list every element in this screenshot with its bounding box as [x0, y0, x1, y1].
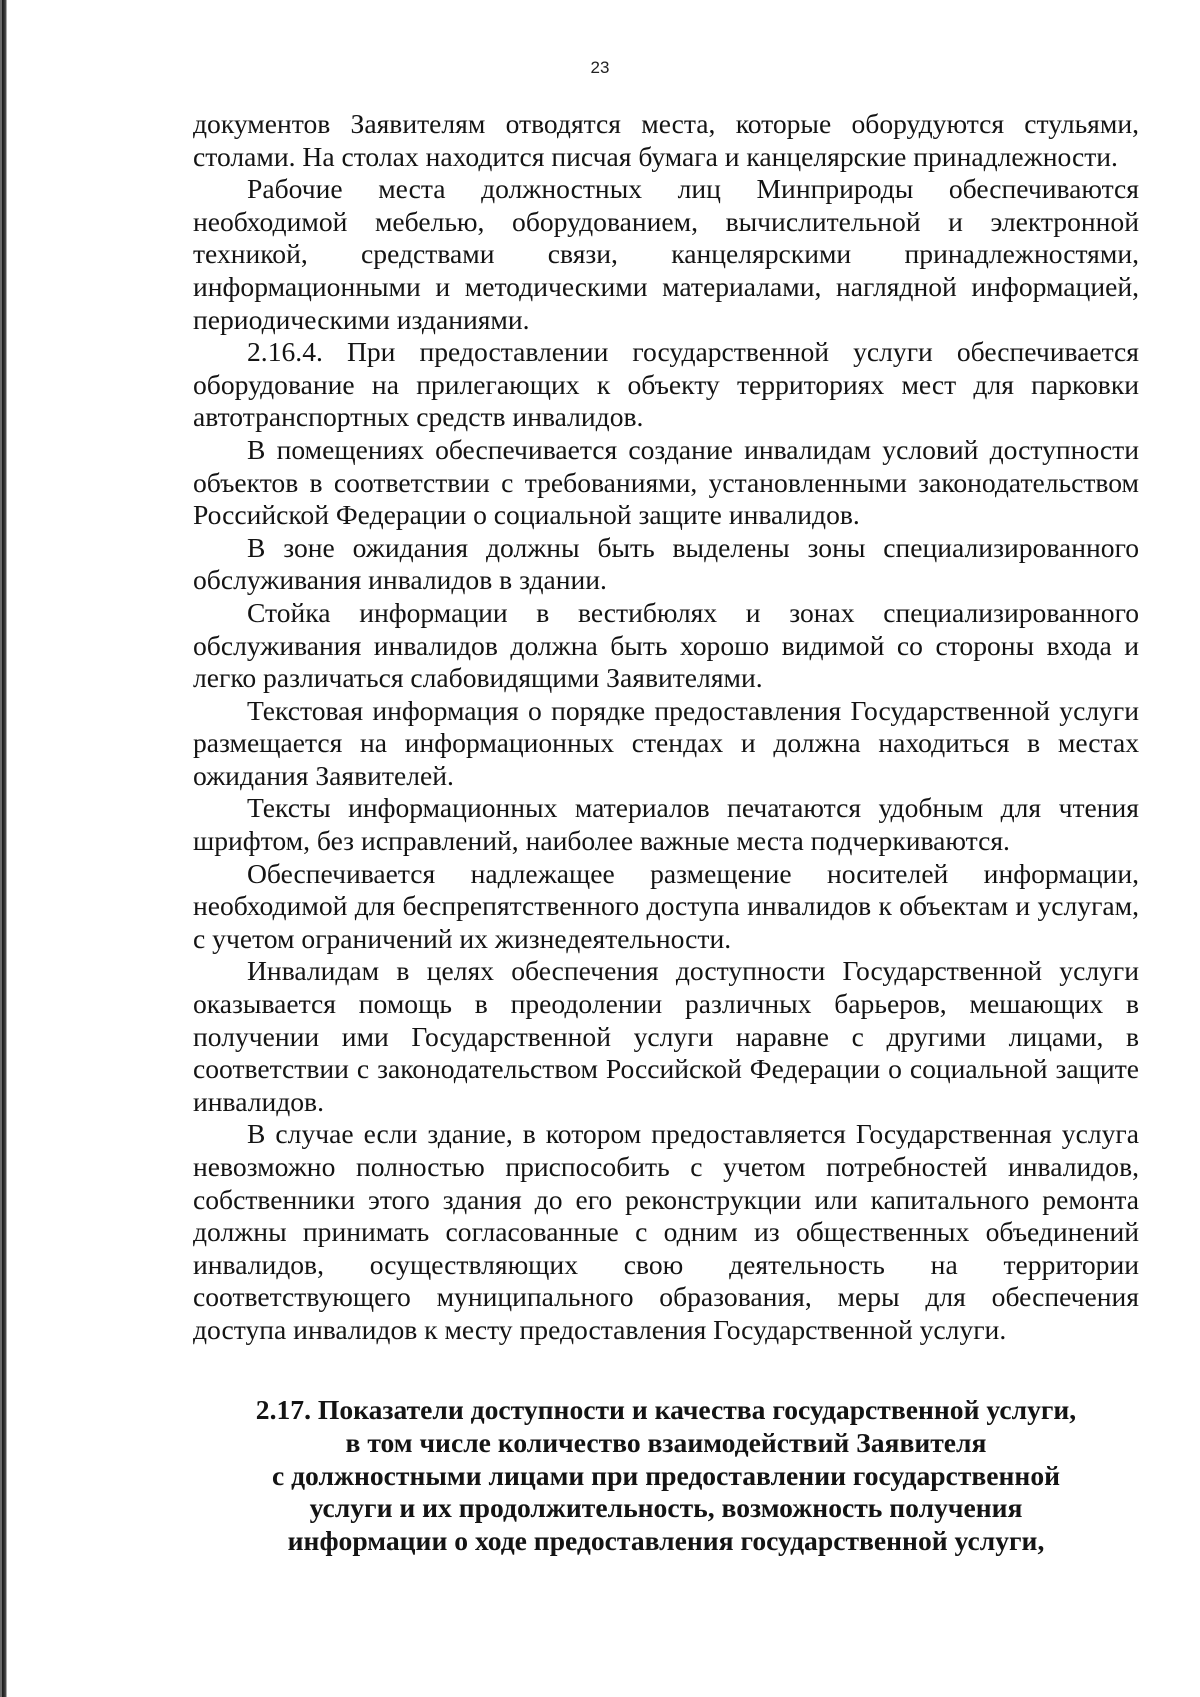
paragraph-workplaces: Рабочие места должностных лиц Минприроды обеспечиваются необходимой мебелью, оборудованием, вычислительной и электронной техникой, средствами связи, канцелярскими принадлежностями, информационными и методическими материалами, наглядной информацией, периодическими изданиями.: [193, 173, 1139, 335]
paragraph-info-materials: Тексты информационных материалов печатаются удобным для чтения шрифтом, без исправлений, наиболее важные места подчеркиваются.: [193, 792, 1139, 857]
paragraph-parking: 2.16.4. При предоставлении государственной услуги обеспечивается оборудование на прилегающих к объекту территориях мест для парковки автотранспортных средств инвалидов.: [193, 336, 1139, 433]
paragraph-continuation: документов Заявителям отводятся места, которые оборудуются стульями, столами. На столах находится писчая бумага и канцелярские принадлежности.: [193, 108, 1139, 172]
paragraph-info-carriers: Обеспечивается надлежащее размещение носителей информации, необходимой для беспрепятственного доступа инвалидов к объектам и услугам, с учетом ограничений их жизнедеятельности.: [193, 857, 1139, 954]
scan-binding-edge: [2, 0, 7, 1697]
paragraph-building-adaptation: В случае если здание, в котором предоставляется Государственная услуга невозможно полностью приспособить с учетом потребностей инвалидов, собственники этого здания до его реконструкции или капитального ремонта должны принимать согласованные с одним из общественных объединений инвалидов, осуществляющих свою деятельность на территории соответствующего муниципального образования, меры для обеспечения доступа инвалидов к месту предоставления Государственной услуги.: [193, 1118, 1139, 1345]
paragraph-info-desk: Стойка информации в вестибюлях и зонах специализированного обслуживания инвалидов должна быть хорошо видимой со стороны входа и легко различаться слабовидящими Заявителями.: [193, 596, 1139, 694]
page-number: 23: [590, 58, 610, 77]
paragraph-waiting-zone: В зоне ожидания должны быть выделены зоны специализированного обслуживания инвалидов в здании.: [193, 531, 1139, 596]
section-heading: [193, 1394, 1139, 1558]
document-body: [193, 108, 1139, 1347]
paragraph-accessibility-conditions: В помещениях обеспечивается создание инвалидам условий доступности объектов в соответствии с требованиями, установленными законодательством Российской Федерации о социальной защите инвалидов.: [193, 433, 1139, 531]
paragraph-barrier-assistance: Инвалидам в целях обеспечения доступности Государственной услуги оказывается помощь в преодолении различных барьеров, мешающих в получении ими Государственной услуги наравне с другими лицами, в соответствии с законодательством Российской Федерации о социальной защите инвалидов.: [193, 955, 1139, 1117]
section-heading-line: с должностными лицами при предоставлении государственной: [271, 1459, 1061, 1491]
paragraph-text-information: Текстовая информация о порядке предоставления Государственной услуги размещается на информационных стендах и должна находиться в местах ожидания Заявителей.: [193, 694, 1139, 791]
section-heading-line: информации о ходе предоставления государственной услуги,: [287, 1525, 1045, 1557]
section-heading-line: 2.17. Показатели доступности и качества государственной услуги,: [255, 1394, 1077, 1425]
section-heading-line: услуги и их продолжительность, возможность получения: [309, 1492, 1023, 1524]
section-heading-line: в том числе количество взаимодействий Заявителя: [345, 1426, 987, 1458]
